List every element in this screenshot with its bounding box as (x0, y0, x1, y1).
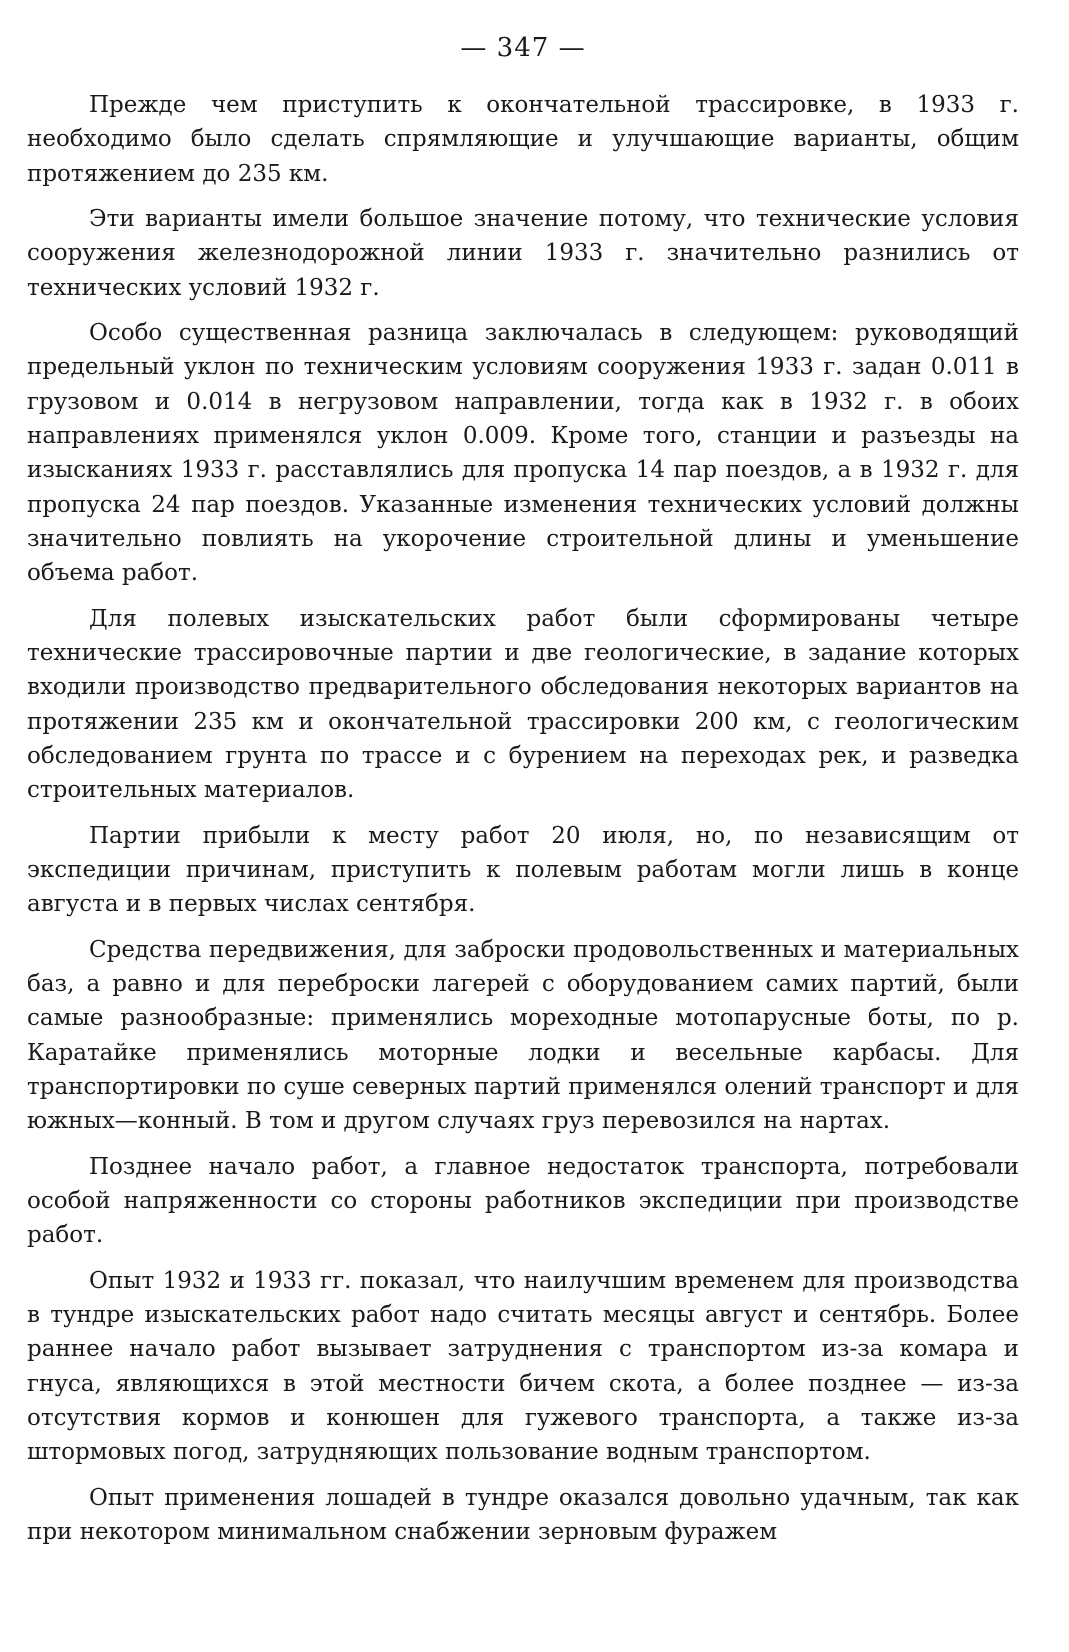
page-number: — 347 — (460, 33, 586, 63)
paragraph: Эти варианты имели большое значение потому, что технические условия сооружения железнодорожной линии 1933 г. значительно разнились от технических условий 1932 г. (27, 206, 1019, 301)
body-text (27, 88, 1019, 1549)
paragraph: Прежде чем приступить к окончательной трассировке, в 1933 г. необходимо было сделать спрямляющие и улучшающие варианты, общим протяжением до 235 км. (27, 92, 1019, 187)
paragraph: Опыт применения лошадей в тундре оказался довольно удачным, так как при некотором минимальном снабжении зерновым фуражем (27, 1484, 1019, 1546)
paragraph: Опыт 1932 и 1933 гг. показал, что наилучшим временем для производства в тундре изыскательских работ надо считать месяцы август и сентябрь. Более раннее начало работ вызывает затруднения с транспортом из-за комара и гнуса, являющихся в этой местности бичем скота, а более позднее — из-за отсутствия кормов и конюшен для гужевого транспорта, а также из-за штормовых погод, затрудняющих пользование водным транспортом. (27, 1267, 1019, 1466)
paragraph: Особо существенная разница заключалась в следующем: руководящий предельный уклон по техническим условиям сооружения 1933 г. задан 0.011 в грузовом и 0.014 в негрузовом направлении, тогда как в 1932 г. в обоих направлениях применялся уклон 0.009. Кроме того, станции и разъезды на изысканиях 1933 г. расставлялись для пропуска 14 пар поездов, а в 1932 г. для пропуска 24 пар поездов. Указанные изменения технических условий должны значительно повлиять на укорочение строительной длины и уменьшение объема работ. (27, 320, 1019, 587)
paragraph: Партии прибыли к месту работ 20 июля, но, по независящим от экспедиции причинам, приступить к полевым работам могли лишь в конце августа и в первых числах сентября. (27, 822, 1019, 918)
paragraph: Позднее начало работ, а главное недостаток транспорта, потребовали особой напряженности со стороны работников экспедиции при производстве работ. (27, 1153, 1019, 1249)
paragraph: Для полевых изыскательских работ были сформированы четыре технические трассировочные партии и две геологические, в задание которых входили производство предварительного обследования некоторых вариантов на протяжении 235 км и окончательной трассировки 200 км, с геологическим обследованием грунта по трассе и с бурением на переходах рек, и разведка строительных материалов. (27, 605, 1019, 804)
paragraph: Средства передвижения, для заброски продовольственных и материальных баз, а равно и для переброски лагерей с оборудованием самих партий, были самые разнообразные: применялись мореходные мотопарусные боты, по р. Каратайке применялись моторные лодки и весельные карбасы. Для транспортировки по суше северных партий применялся олений транспорт и для южных—конный. В том и другом случаях груз перевозился на нартах. (27, 936, 1019, 1135)
